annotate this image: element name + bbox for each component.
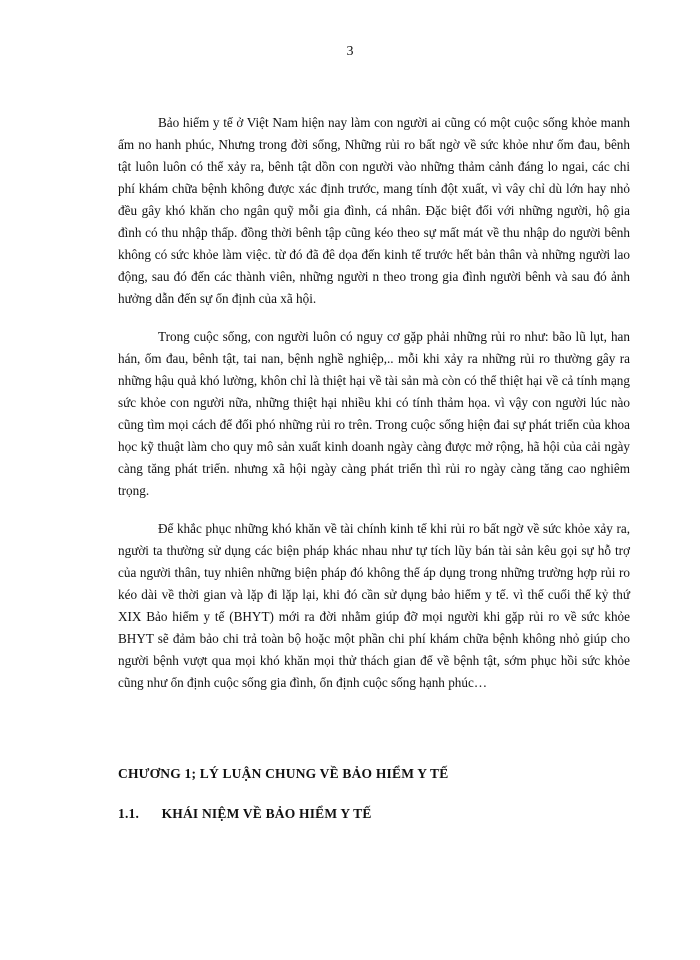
chapter-title: CHƯƠNG 1; LÝ LUẬN CHUNG VỀ BẢO HIỂM Y TẾ	[118, 766, 449, 781]
section-number: 1.1.	[118, 806, 140, 821]
section-heading	[118, 806, 638, 822]
paragraph-3: Để khắc phục những khó khăn về tài chính kinh tế khi rủi ro bất ngờ về sức khỏe xảy ra, người ta thường sử dụng các biện pháp khác nhau như tự tích lũy bán tài sản kêu gọi sự hỗ trợ của người thân, tuy nhiên những biện pháp đó không thể áp dụng trong những trường hợp rủi ro kéo dài về thời gian và lặp đi lặp lại, khi đó cần sử dụng bảo hiểm y tế. vì thế cuối thế kỷ thứ XIX Bảo hiểm y tế (BHYT) mới ra đời nhằm giúp đỡ mọi người khi gặp rủi ro về sức khỏe BHYT sẽ đảm bảo chi trả toàn bộ hoặc một phần chi phí khám chữa bệnh không nhỏ giúp cho người bệnh vượt qua mọi khó khăn mọi thử thách gian để về bệnh tật, sớm phục hồi sức khỏe cũng như ổn định cuộc sống gia đình, ổn định cuộc sống hạnh phúc…	[118, 521, 630, 690]
page-number: 3	[346, 44, 354, 59]
body-text	[118, 112, 630, 710]
paragraph-2: Trong cuộc sống, con người luôn có nguy cơ gặp phải những rủi ro như: bão lũ lụt, han hán, ốm đau, bênh tật, tai nan, bệnh nghề nghiệp,.. mỗi khi xảy ra những rủi ro thường gây ra những hậu quả khó lường, khôn chỉ là thiệt hại về tài sản mà còn có thể thiệt hại về cả tính mạng sức khỏe con người nữa, những thiệt hại nhiều khi có tính thảm họa. vì vậy con người lúc nào cũng tìm mọi cách để đối phó những rủi ro trên. Trong cuộc sống hiện đai sự phát triển của khoa học kỹ thuật làm cho quy mô sản xuất kinh doanh ngày càng được mở rộng, hã hội của cải ngày càng tăng phát triển. nhưng xã hội ngày càng phát triển thì rủi ro ngày càng tăng cao nghiêm trọng.	[118, 329, 630, 498]
section-title: KHÁI NIỆM VỀ BẢO HIỂM Y TẾ	[161, 806, 372, 821]
paragraph-1: Bảo hiểm y tế ở Việt Nam hiện nay làm con người ai cũng có một cuộc sống khỏe manh ấm no hanh phúc, Nhưng trong đời sống, Những rủi ro bất ngờ về sức khỏe như ốm đau, bênh tật luôn luôn có thể xảy ra, bênh tật dồn con người vào những thảm cảnh đáng lo ngai, các chi phí khám chữa bệnh không được xác định trước, mang tính đột xuất, vì vây chỉ dù lớn hay nhỏ đều gây khó khăn cho ngân quỹ mỗi gia đình, cá nhân. Đặc biệt đối với những người, hộ gia đình có thu nhập thấp. đồng thời bênh tập cũng kéo theo sự mất mát về thu nhập do người bênh không có sức khỏe làm việc. từ đó đã đê dọa đến kinh tế trước hết bản thân và những người lao động, sau đó đến các thành viên, những người n theo trong gia đình người bênh và sau đó ảnh hưởng dẫn đến sự ổn định của xã hội.	[118, 115, 630, 306]
